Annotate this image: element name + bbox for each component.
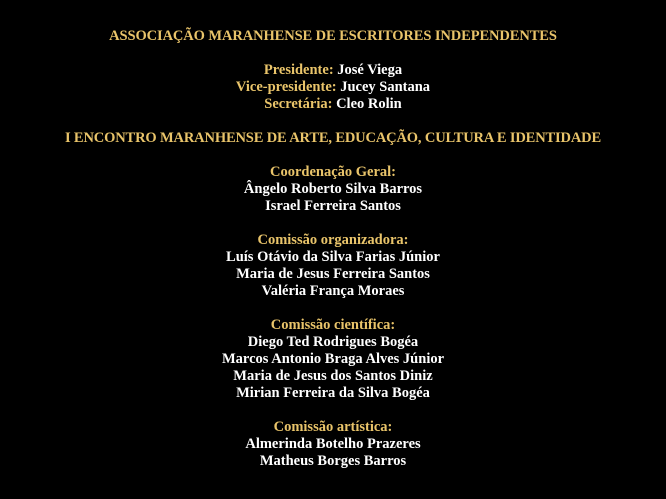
committee-member: Luís Otávio da Silva Farias Júnior: [226, 249, 440, 265]
officer-name: José Viega: [337, 62, 403, 78]
officer-role: Secretária:: [264, 96, 333, 112]
spacer: [0, 215, 666, 232]
spacer: [0, 402, 666, 419]
committee-member: Matheus Borges Barros: [259, 453, 407, 469]
officer-secretary: [0, 96, 666, 113]
committee-member: Diego Ted Rodrigues Bogéa: [247, 334, 419, 350]
spacer: [0, 300, 666, 317]
credits-slide: [0, 28, 666, 470]
committee-heading-organizing: Comissão organizadora:: [257, 232, 409, 248]
spacer: [0, 113, 666, 130]
committee-member: Mirian Ferreira da Silva Bogéa: [236, 385, 430, 401]
officer-president: [0, 62, 666, 79]
officer-vice-president: [0, 79, 666, 96]
committee-heading-coordination: Coordenação Geral:: [269, 164, 397, 180]
committee-heading-artistic: Comissão artística:: [273, 419, 393, 435]
committee-member: Ângelo Roberto Silva Barros: [243, 181, 423, 197]
officer-name: Cleo Rolin: [336, 96, 402, 112]
committee-member: Valéria França Moraes: [261, 283, 405, 299]
event-title: I ENCONTRO MARANHENSE DE ARTE, EDUCAÇÃO, CULTURA E IDENTIDADE: [64, 130, 602, 146]
committee-member: Almerinda Botelho Prazeres: [245, 436, 421, 452]
committee-member: Maria de Jesus Ferreira Santos: [236, 266, 430, 282]
officer-role: Presidente:: [263, 62, 334, 78]
committee-member: Maria de Jesus dos Santos Diniz: [233, 368, 433, 384]
officer-name: Jucey Santana: [340, 79, 431, 95]
association-title: ASSOCIAÇÃO MARANHENSE DE ESCRITORES INDEPENDENTES: [109, 28, 557, 44]
committee-member: Israel Ferreira Santos: [265, 198, 401, 214]
officer-role: Vice-presidente:: [235, 79, 337, 95]
spacer: [0, 45, 666, 62]
spacer: [0, 147, 666, 164]
committee-heading-scientific: Comissão científica:: [270, 317, 396, 333]
committee-member: Marcos Antonio Braga Alves Júnior: [221, 351, 445, 367]
